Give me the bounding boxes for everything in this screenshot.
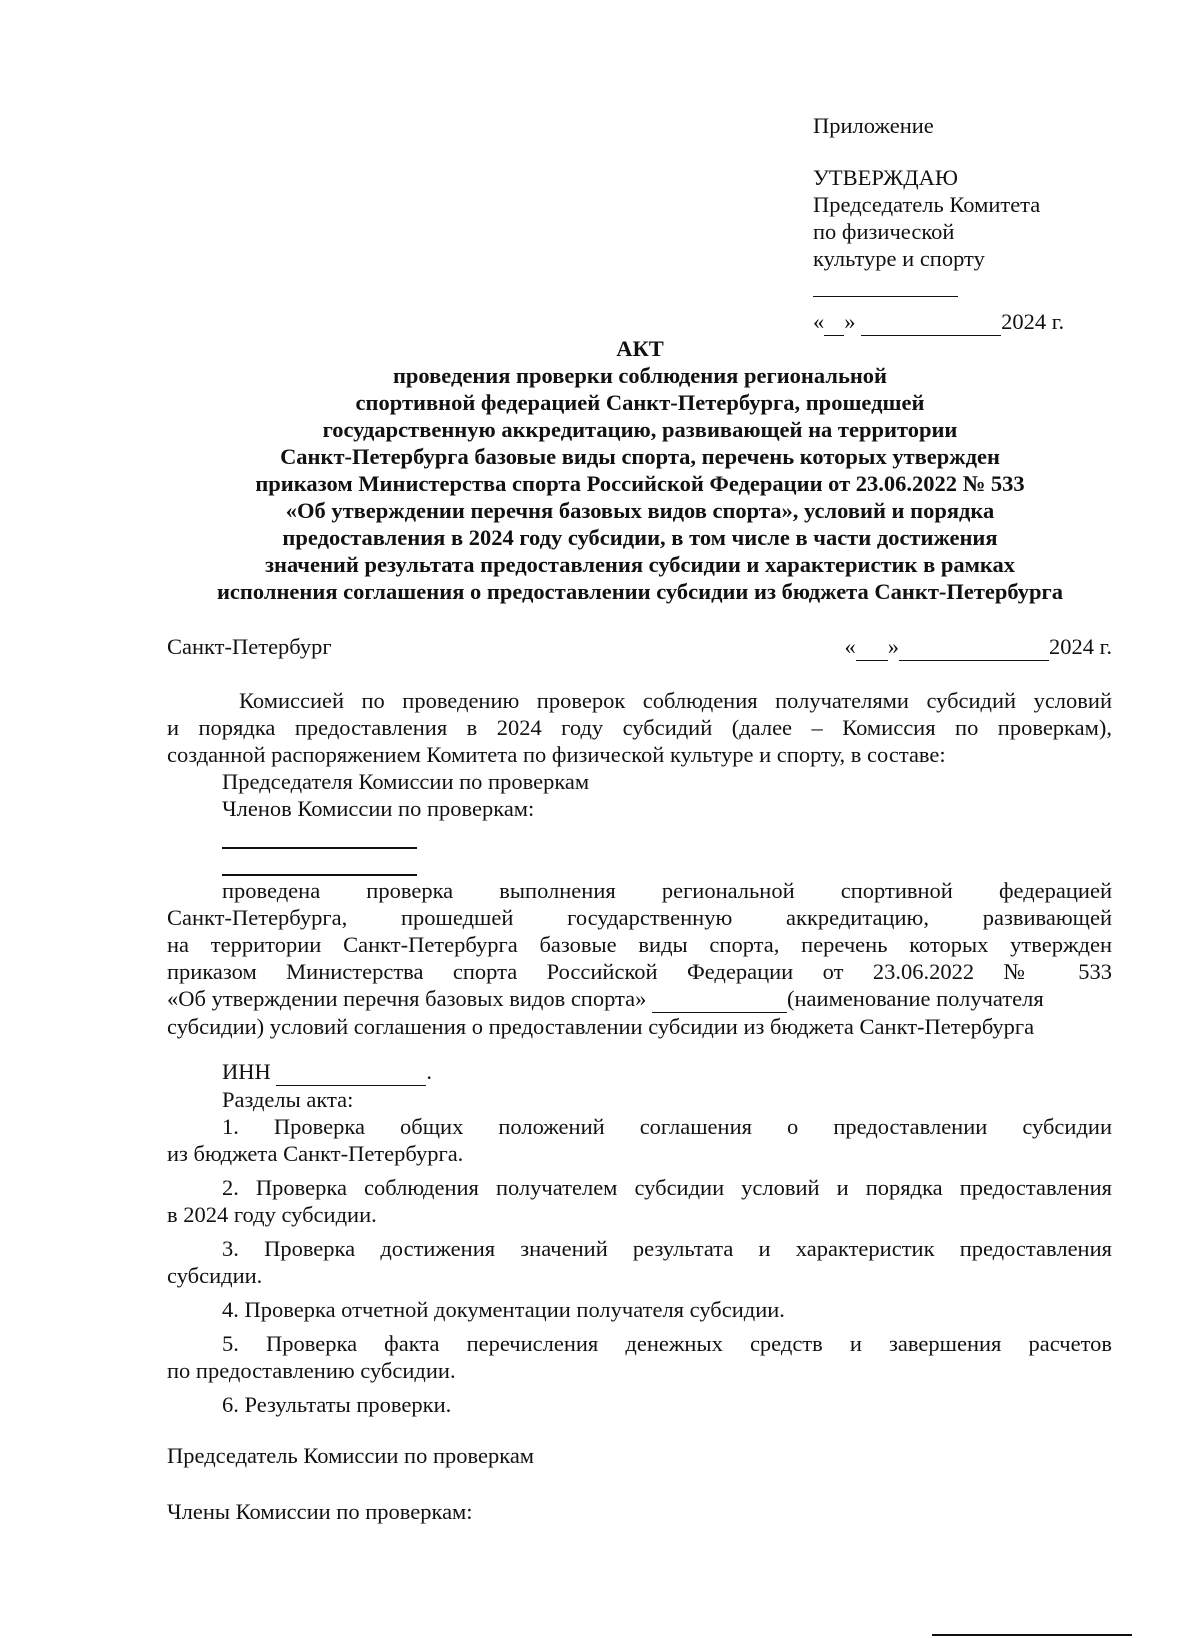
title-line: значений результата предоставления субсидии и характеристик в рамках: [264, 552, 1016, 577]
commission-chair-label: Председателя Комиссии по проверкам: [222, 769, 590, 794]
section-item: 5. Проверка факта перечисления денежных средств и завершения расчетов по предоставлению субсидии.: [167, 1331, 1112, 1383]
inn-label: ИНН: [222, 1059, 271, 1084]
title-line: спортивной федерацией Санкт-Петербурга, прошедшей: [355, 390, 925, 415]
section-item: 1. Проверка общих положений соглашения о предоставлении субсидии из бюджета Санкт-Петербурга.: [167, 1114, 1112, 1166]
member-blank-line: [222, 874, 417, 876]
approver-position-line-1: Председатель Комитета: [813, 192, 1041, 217]
section-item: 3. Проверка достижения значений результата и характеристик предоставления субсидии.: [167, 1236, 1112, 1288]
document-title: [160, 335, 1120, 605]
section-item: 4. Проверка отчетной документации получателя субсидии.: [222, 1297, 785, 1322]
document-heading: АКТ: [616, 336, 664, 361]
act-year: 2024 г.: [1049, 634, 1112, 659]
approve-label: УТВЕРЖДАЮ: [813, 165, 959, 190]
title-line: исполнения соглашения о предоставлении субсидии из бюджета Санкт-Петербурга: [216, 579, 1064, 604]
approval-day-blank: [824, 308, 844, 336]
approval-block: [813, 112, 1153, 336]
commission-members-label: Членов Комиссии по проверкам:: [222, 796, 535, 821]
intro-line: Комиссией по проведению проверок соблюдения получателями субсидий условий: [239, 688, 1112, 713]
signature-members-label: Члены Комиссии по проверкам:: [167, 1499, 473, 1524]
appendix-label: Приложение: [813, 113, 934, 138]
check-line: Санкт-Петербурга, прошедшей государственную аккредитацию, развивающей: [167, 905, 1112, 930]
title-line: Санкт-Петербурга базовые виды спорта, перечень которых утвержден: [280, 444, 1000, 469]
section-item: 6. Результаты проверки.: [222, 1392, 452, 1417]
act-day-blank: [856, 633, 888, 661]
check-line: проведена проверка выполнения региональной спортивной федерацией: [222, 878, 1112, 903]
title-line: «Об утверждении перечня базовых видов спорта», условий и порядка: [285, 498, 995, 523]
title-line: предоставления в 2024 году субсидии, в том числе в части достижения: [282, 525, 998, 550]
signature-chair-label: Председатель Комиссии по проверкам: [167, 1443, 535, 1468]
intro-paragraph: [167, 687, 1112, 876]
sections-list: [167, 1113, 1112, 1425]
section-item: 2. Проверка соблюдения получателем субсидии условий и порядка предоставления в 2024 году субсидии.: [167, 1175, 1112, 1227]
approval-year: 2024 г.: [1001, 309, 1065, 334]
signature-blank-line: [932, 1634, 1132, 1636]
inn-blank: [276, 1058, 426, 1086]
check-line: субсидии) условий соглашения о предоставлении субсидии из бюджета Санкт-Петербурга: [167, 1014, 1035, 1039]
check-line: «Об утверждении перечня базовых видов спорта» (наименование получателя: [167, 986, 1044, 1011]
approval-date: « » 2024 г.: [813, 309, 1065, 334]
act-month-blank: [899, 633, 1049, 661]
approver-position-line-2: по физической: [813, 219, 955, 244]
act-date: « » 2024 г.: [844, 634, 1112, 659]
title-line: проведения проверки соблюдения региональной: [392, 363, 888, 388]
sections-label: Разделы акта:: [222, 1087, 354, 1112]
title-line: приказом Министерства спорта Российской Федерации от 23.06.2022 № 533: [255, 471, 1025, 496]
intro-line: и порядка предоставления в 2024 году субсидий (далее – Комиссия по проверкам),: [167, 715, 1112, 740]
approver-position-line-3: культуре и спорту: [813, 246, 985, 271]
title-line: государственную аккредитацию, развивающей на территории: [322, 417, 958, 442]
check-line: приказом Министерства спорта Российской Федерации от 23.06.2022 № 533: [167, 959, 1112, 984]
check-line: на территории Санкт-Петербурга базовые виды спорта, перечень которых утвержден: [167, 932, 1112, 957]
check-paragraph: [167, 877, 1112, 1040]
inn-row: ИНН .: [222, 1059, 432, 1084]
approver-signature-line: [813, 274, 958, 297]
member-blank-line: [222, 847, 417, 849]
place-date-row: [167, 633, 1112, 661]
recipient-name-blank: [652, 985, 787, 1013]
intro-line: созданной распоряжением Комитета по физической культуре и спорту, в составе:: [167, 742, 946, 767]
approval-month-blank: [861, 308, 1001, 336]
city-name: Санкт-Петербург: [167, 634, 332, 659]
